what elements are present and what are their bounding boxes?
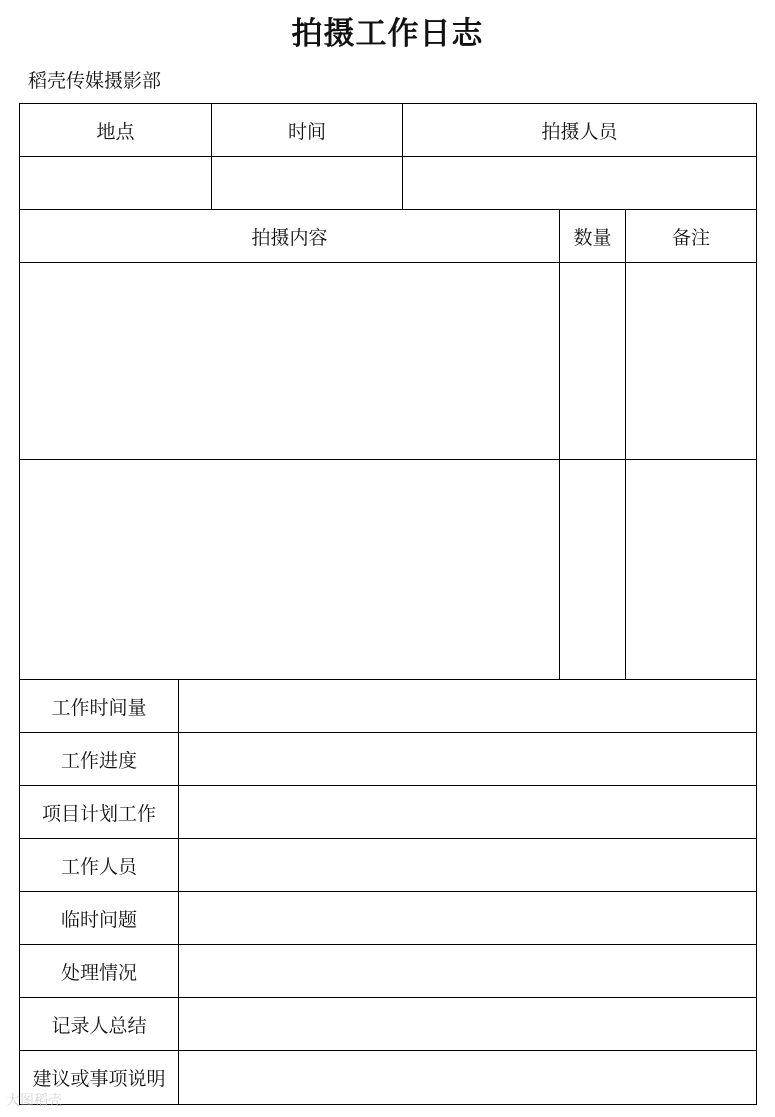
content-field[interactable] — [20, 263, 559, 459]
department-label: 稻壳传媒摄影部 — [28, 70, 162, 92]
watermark: 大图稻壳 — [6, 1093, 62, 1109]
page-title: 拍摄工作日志 — [291, 16, 484, 52]
header-time: 时间 — [287, 120, 326, 143]
photographers-field[interactable] — [403, 157, 756, 209]
label-suggestions: 建议或事项说明 — [32, 1068, 166, 1090]
header-quantity: 数量 — [573, 226, 612, 249]
time-field[interactable] — [212, 157, 402, 209]
header-location: 地点 — [96, 120, 135, 143]
label-work-progress: 工作进度 — [60, 749, 137, 772]
handling-field[interactable] — [179, 945, 756, 997]
staff-field[interactable] — [179, 839, 756, 891]
label-handling: 处理情况 — [60, 961, 137, 984]
quantity-field[interactable] — [560, 460, 625, 679]
notes-field[interactable] — [626, 263, 756, 459]
label-work-hours: 工作时间量 — [51, 696, 147, 719]
content-field[interactable] — [20, 460, 559, 679]
table-border-bottom — [19, 1104, 757, 1105]
label-recorder-summary: 记录人总结 — [51, 1014, 147, 1037]
notes-field[interactable] — [626, 460, 756, 679]
planned-work-field[interactable] — [179, 786, 756, 838]
label-temporary-issues: 临时问题 — [60, 908, 137, 931]
location-field[interactable] — [20, 157, 211, 209]
header-notes: 备注 — [671, 226, 710, 249]
recorder-summary-field[interactable] — [179, 998, 756, 1050]
quantity-field[interactable] — [560, 263, 625, 459]
table-border-right — [756, 103, 757, 1105]
work-progress-field[interactable] — [179, 733, 756, 785]
label-planned-work: 项目计划工作 — [41, 802, 156, 825]
work-hours-field[interactable] — [179, 680, 756, 732]
temporary-issues-field[interactable] — [179, 892, 756, 944]
label-staff: 工作人员 — [60, 855, 137, 878]
header-photographers: 拍摄人员 — [541, 120, 618, 143]
header-content: 拍摄内容 — [251, 226, 328, 249]
suggestions-field[interactable] — [179, 1051, 756, 1104]
